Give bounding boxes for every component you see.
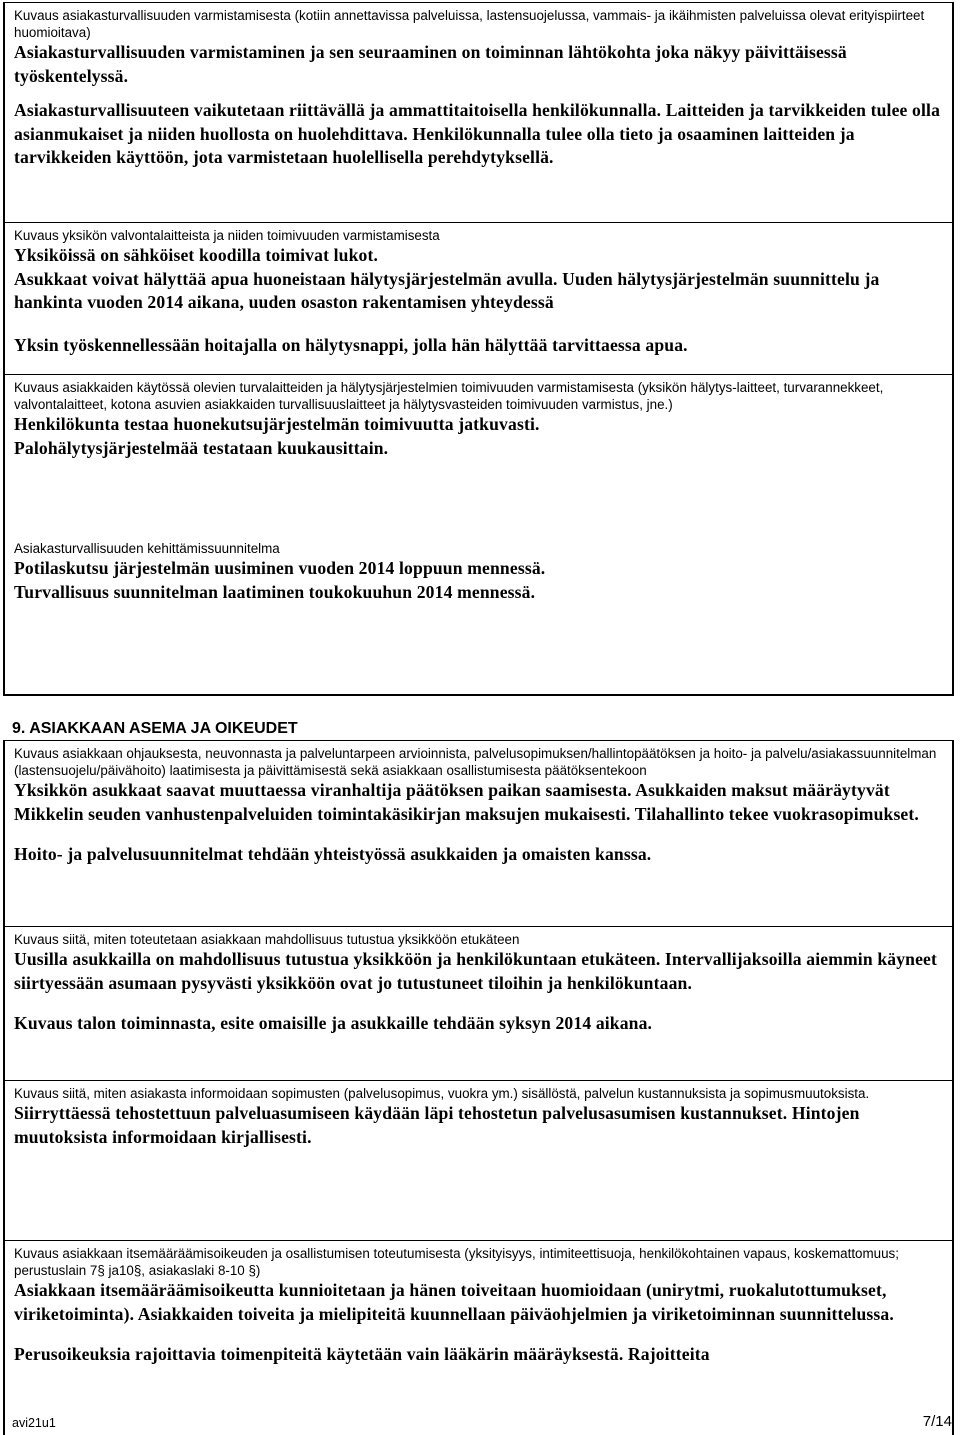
client-safety-table [3, 2, 954, 696]
page-number: 7/14 [922, 1413, 952, 1430]
cell-text: Asukkaat voivat hälyttää apua huoneistaan hälytysjärjestelmän avulla. Uuden hälytysjärjestelmän suunnittelu ja hankinta vuoden 2014 aikana, uuden osaston rakentamisen yhteydessä [14, 268, 880, 312]
cell-text: Yksin työskennellessään hoitajalla on hälytysnappi, jolla hän hälyttää tarvittaessa apua. [14, 334, 688, 355]
cell-text: Asiakasturvallisuuden varmistaminen ja sen seuraaminen on toiminnan lähtökohta joka näkyy päivittäisessä työskentelyssä. [14, 42, 847, 86]
cell-text: Henkilökunta testaa huonekutsujärjestelmän toimivuutta jatkuvasti. [14, 414, 540, 434]
cell-text: Perusoikeuksia rajoittavia toimenpiteitä käytetään vain lääkärin määräyksestä. Rajoitteita [14, 1344, 710, 1364]
cell-label: Kuvaus asiakkaan itsemääräämisoikeuden ja osallistumisen toteutumisesta (yksityisyys, intimiteettisuoja, henkilökohtainen vapaus, koskemattomuus; perustuslain 7§ ja10§, asiakaslaki 8-10 §) [14, 1246, 899, 1278]
cell-label: Kuvaus siitä, miten toteutetaan asiakkaan mahdollisuus tutustua yksikköön etukäteen [14, 932, 520, 947]
cell-label: Kuvaus asiakkaiden käytössä olevien turvalaitteiden ja hälytysjärjestelmien toimivuuden varmistamisesta (yksikön hälytys-laitteet, turvarannekkeet, valvontalaitteet, kotona asuvien asiakkaiden turvallisuuslaitteet ja hälytysvasteiden toimivuuden varmistus, jne.) [14, 380, 884, 412]
document-id: avi21u1 [12, 1416, 56, 1430]
cell-guidance [5, 740, 952, 926]
cell-development [5, 534, 952, 694]
cell-label: Kuvaus siitä, miten asiakasta informoidaan sopimusten (palvelusopimus, vuokra ym.) sisällöstä, palvelun kustannuksista ja sopimusmuutoksista. [14, 1086, 870, 1101]
cell-text: Turvallisuus suunnitelman laatiminen toukokuuhun 2014 mennessä. [14, 581, 536, 602]
cell-text: Yksiköissä on sähköiset koodilla toimivat lukot. [14, 245, 379, 265]
cell-label: Kuvaus yksikön valvontalaitteista ja niiden toimivuuden varmistamisesta [14, 228, 440, 243]
cell-text: Asiakkaan itsemääräämisoikeutta kunnioitetaan ja hänen toiveitaan huomioidaan (unirytmi, ruokalutottumukset, viriketoiminta). Asiakkaiden toiveita ja mielipiteitä kuunnellaan päiväohjelmien ja viriketoiminnan suunnittelussa. [14, 1280, 894, 1324]
cell-label: Kuvaus asiakkaan ohjauksesta, neuvonnasta ja palveluntarpeen arvioinnista, palvelusopimuksen/hallintopäätöksen ja hoito- ja palvelu/asiakassuunnitelman (lastensuojelu/päivähoito) laatimisesta ja päivittämisestä sekä asiakkaan osallistumisesta päätöksentekoon [14, 746, 937, 778]
cell-label: Asiakasturvallisuuden kehittämissuunnitelma [14, 541, 280, 556]
section-heading: 9. ASIAKKAAN ASEMA JA OIKEUDET [12, 720, 298, 737]
cell-text: Hoito- ja palvelusuunnitelmat tehdään yhteistyössä asukkaiden ja omaisten kanssa. [14, 844, 652, 864]
cell-text: Asiakasturvallisuuteen vaikutetaan riittävällä ja ammattitaitoisella henkilökunnalla. Laitteiden ja tarvikkeiden tulee olla asianmukaiset ja niiden huollosta on huolehdittava. Henkilökunnalla tulee olla tieto ja osaaminen laitteiden ja tarvikkeiden käyttöön, jota varmistetaan huolellisella perehdytyksellä. [14, 100, 941, 167]
cell-text: Yksikkön asukkaat saavat muuttaessa viranhaltija päätöksen paikan saamisesta. Asukkaiden maksut määräytyvät Mikkelin seuden vanhustenpalveluiden toimintakäsikirjan maksujen mukaisesti. Tilahallinto tekee vuokrasopimukset. [14, 780, 919, 824]
cell-contracts [5, 1080, 952, 1240]
client-rights-table [3, 740, 954, 1435]
cell-text: Palohälytysjärjestelmää testataan kuukausittain. [14, 437, 389, 458]
cell-text: Uusilla asukkailla on mahdollisuus tutustua yksikköön ja henkilökuntaan etukäteen. Intervallijaksoilla aiemmin käyneet siirtyessään asumaan pysyvästi yksikköön ovat jo tutustuneet tiloihin ja henkilökuntaan. [14, 949, 938, 993]
cell-text: Siirryttäessä tehostettuun palveluasumiseen käydään läpi tehostetun palvelusasumisen kustannukset. Hintojen muutoksista informoidaan kirjallisesti. [14, 1103, 860, 1147]
cell-text: Kuvaus talon toiminnasta, esite omaisille ja asukkaille tehdään syksyn 2014 aikana. [14, 1013, 653, 1033]
cell-text: Potilaskutsu järjestelmän uusiminen vuoden 2014 loppuun mennessä. [14, 558, 546, 578]
cell-client-safety [5, 2, 952, 227]
cell-devices [5, 374, 952, 534]
cell-self-determination [5, 1240, 952, 1415]
cell-familiarization [5, 926, 952, 1080]
cell-surveillance [5, 222, 952, 378]
cell-label: Kuvaus asiakasturvallisuuden varmistamisesta (kotiin annettavissa palveluissa, lastensuojelussa, vammais- ja ikäihmisten palveluissa olevat erityispiirteet huomioitava) [14, 8, 925, 40]
